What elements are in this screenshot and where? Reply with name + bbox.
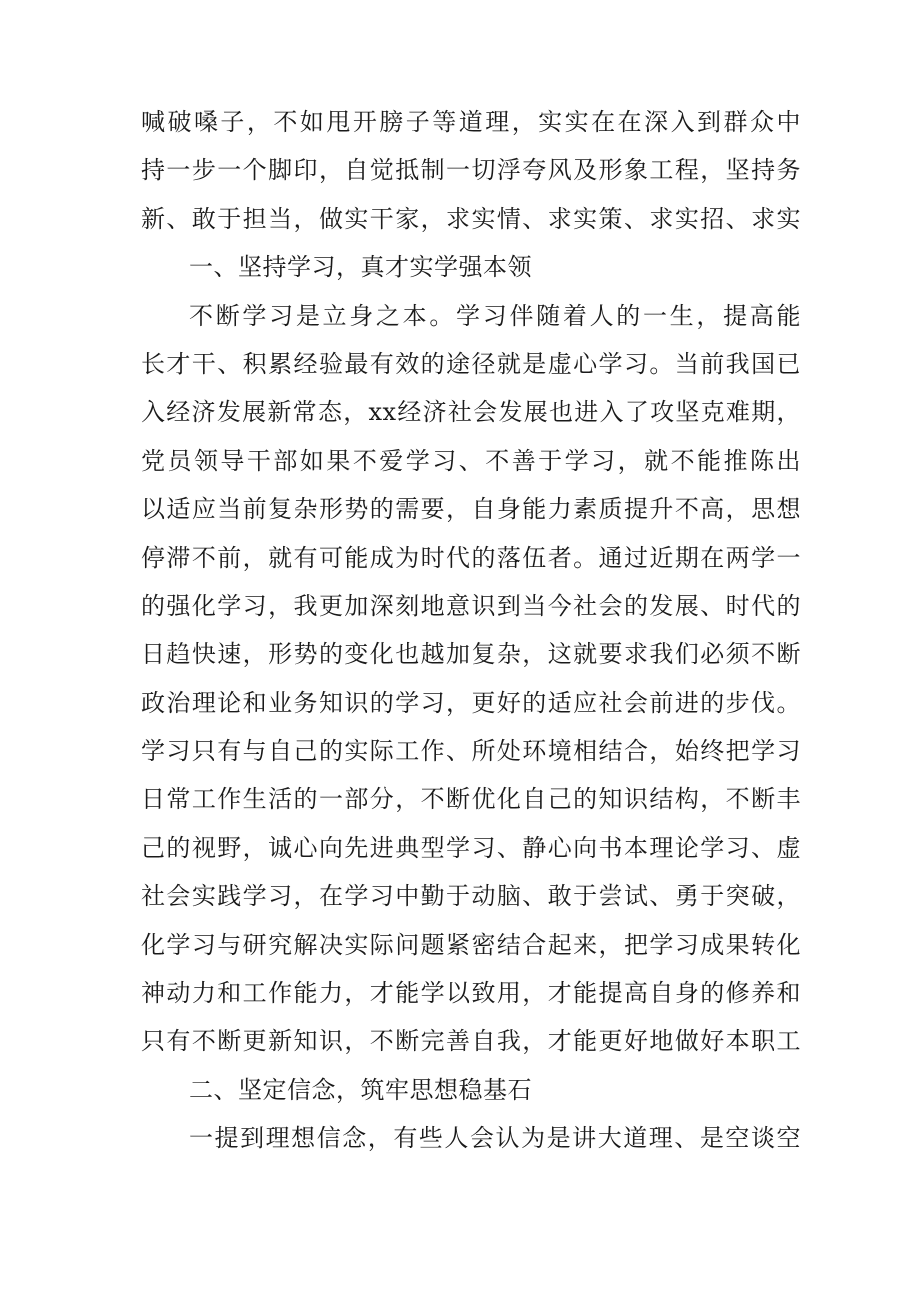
- text-line: 喊破嗓子，不如甩开膀子等道理，实实在在深入到群众中: [141, 108, 801, 136]
- text-line: 以适应当前复杂形势的需要，自身能力素质提升不高，思想: [141, 495, 801, 524]
- section-heading-2: [141, 1066, 801, 1114]
- text-line: 政治理论和业务知识的学习，更好的适应社会前进的步伐。: [141, 688, 801, 717]
- paragraph-continued: [141, 98, 801, 243]
- text-line: 只有不断更新知识，不断完善自我，才能更好地做好本职工: [141, 1027, 801, 1056]
- text-line: 日趋快速，形势的变化也越加复杂，这就要求我们必须不断: [141, 640, 801, 669]
- text-line: 的强化学习，我更加深刻地意识到当今社会的发展、时代的: [141, 591, 801, 620]
- text-line: 化学习与研究解决实际问题紧密结合起来，把学习成果转化: [141, 930, 801, 959]
- text-line: 神动力和工作能力，才能学以致用，才能提高自身的修养和: [141, 979, 801, 1008]
- text-line: 持一步一个脚印，自觉抵制一切浮夸风及形象工程，坚持务: [141, 156, 801, 185]
- text-line: 己的视野，诚心向先进典型学习、静心向书本理论学习、虚: [141, 833, 801, 862]
- text-line: 党员领导干部如果不爱学习、不善于学习，就不能推陈出: [141, 446, 801, 475]
- text-line: 一提到理想信念，有些人会认为是讲大道理、是空谈空: [189, 1124, 801, 1153]
- paragraph-belief: [141, 1114, 801, 1162]
- text-line: 日常工作生活的一部分，不断优化自己的知识结构，不断丰: [141, 785, 801, 814]
- text-line: 入经济发展新常态，xx经济社会发展也进入了攻坚克难期，: [141, 398, 801, 427]
- text-line: 长才干、积累经验最有效的途径就是虚心学习。当前我国已: [141, 349, 801, 378]
- paragraph-study: [141, 292, 801, 1066]
- section-heading-1: [141, 243, 801, 291]
- text-line: 社会实践学习，在学习中勤于动脑、敢于尝试、勇于突破，: [141, 882, 801, 911]
- text-line: 不断学习是立身之本。学习伴随着人的一生，提高能: [189, 301, 801, 330]
- heading-text: 一、坚持学习，真才实学强本领: [189, 253, 532, 282]
- text-line: 停滞不前，就有可能成为时代的落伍者。通过近期在两学一: [141, 543, 801, 572]
- text-line: 新、敢于担当，做实干家，求实情、求实策、求实招、求实: [141, 204, 801, 233]
- document-body: [141, 98, 801, 1163]
- text-line: 学习只有与自己的实际工作、所处环境相结合，始终把学习: [141, 737, 801, 766]
- heading-text: 二、坚定信念，筑牢思想稳基石: [189, 1075, 532, 1104]
